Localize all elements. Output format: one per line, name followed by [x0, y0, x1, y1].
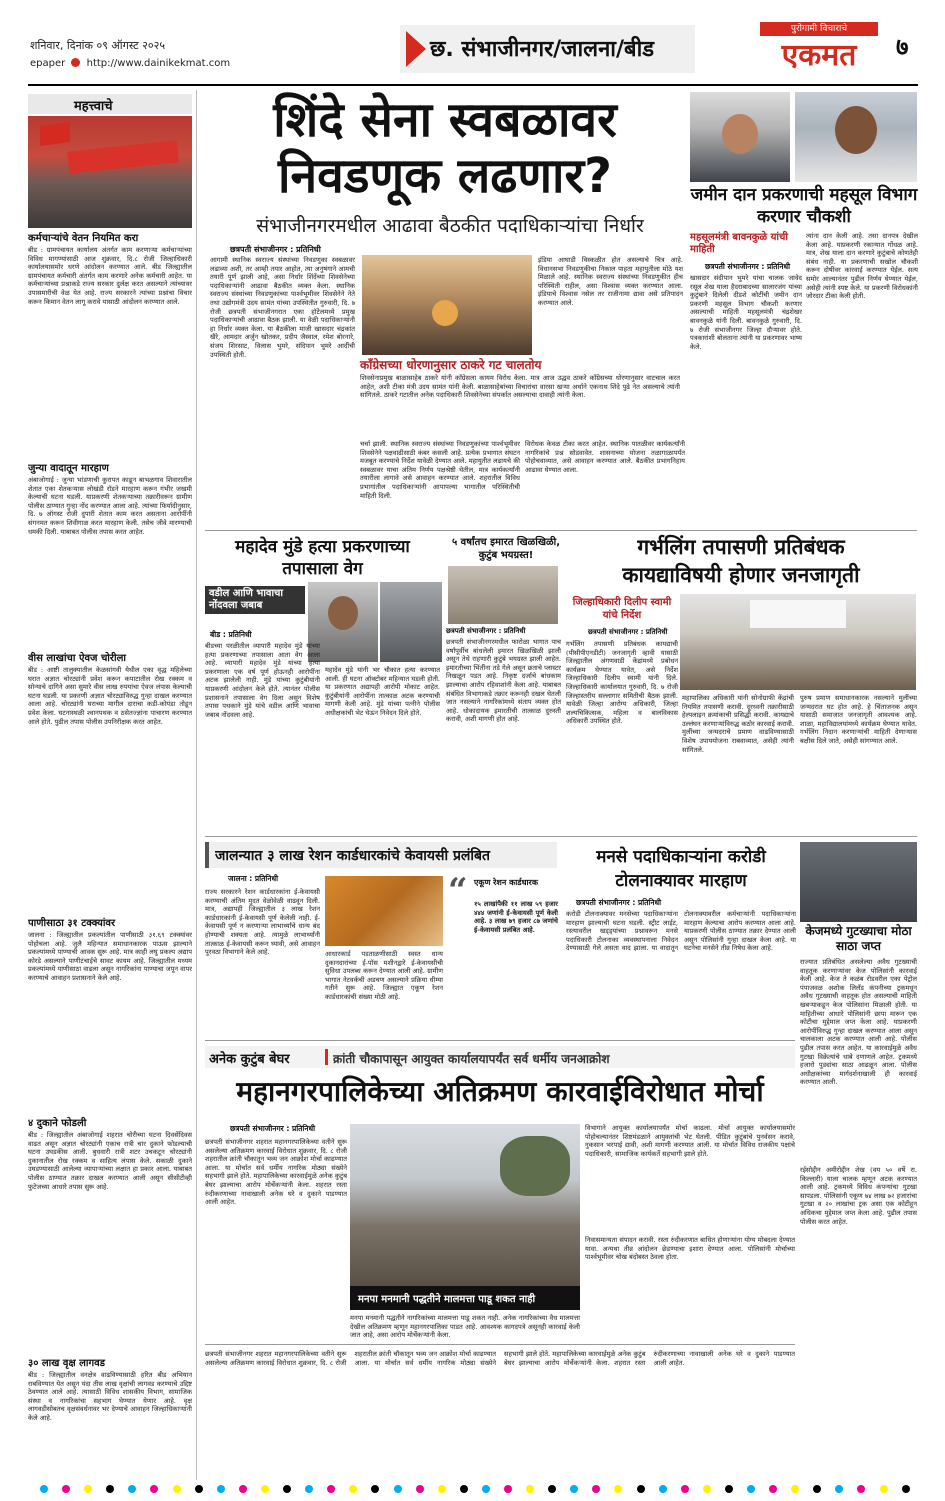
rule-1 — [205, 530, 917, 531]
ration-callout — [448, 871, 558, 1036]
registration-dot — [614, 1485, 622, 1493]
masthead — [760, 22, 878, 78]
bhumre-photo — [795, 92, 917, 182]
gutkha-headline: केजमध्ये गुटख्याचा मोठा साठा जप्त — [805, 924, 912, 953]
morcha-col1: छत्रपती संभाजीनगर शहरात महानगरपालिकेच्या वतीने सुरू असलेल्या अतिक्रमण कारवाई विरोधात शुक्रवार, दि. ८ रोजी शहरातील क्रांती चौकातून भव्य जन आक्रोश मोर्चा काढण्यात आला. या मोर्चात सर्व धर्मीय नागरिक मोठ्या संख्येने सहभागी झाले होते. महापालिकेच्या कारवाईमुळे अनेक कुटुंब बेघर झाल्याचा आरोप मोर्चेकऱ्यांनी केला. शहरात रस्ता रुंदीकरणाच्या नावाखाली अनेक घरे व दुकाने पाडण्यात आली आहेत. — [205, 1138, 347, 1207]
sidebar-item-body: अंबाजोगाई : जुन्या भांडणाची कुरापत काढून बाभळगाव शिवारातील शेतात एका शेतकऱ्यास लोखंडी रॉडने मारहाण करून गंभीर जखमी केल्याची घटना घडली. याप्रकरणी शेतकऱ्याच्या तक्रारीवरून ग्रामीण पोलीस ठाण्यात गुन्हा नोंद करण्यात आला आहे. त्यांच्या फिर्यादीनुसार, दि. ७ ऑगस्ट रोजी दुपारी शेतात काम करत असताना आरोपींनी संगनमत करून शिवीगाळ करत मारहाण केली. तसेच जीवे मारण्याची धमकी दिली. याबाबत पोलीस तपास करत आहेत. — [28, 476, 192, 536]
munde-col2: महादेव मुंडे यांनी भर चौकात हत्या करण्यात आली. ही घटना ऑक्टोबर महिन्यात घडली होती. या प्रकरणात अद्यापही आरोपी मोकाट आहेत. कुटुंबीयांनी आरोपींना तात्काळ अटक करण्याची मागणी केली आहे. मुंडे यांच्या पत्नीने पोलीस अधीक्षकांची भेट घेऊन निवेदन दिले होते. — [325, 666, 440, 717]
registration-dot — [902, 1485, 910, 1493]
ration-col2: आधारकार्ड पडताळणीसाठी स्वस्त धान्य दुकानदारांच्या ई-पॉस मशीनद्वारे ई-केवायसीची सुविधा उपलब्ध करून देण्यात आली आहे. ग्रामीण भागात नेटवर्कची अडचण असल्याने प्रक्रिया धीम्या गतीने सुरू आहे. जिल्ह्यात एकूण रेशन कार्डधारकांची संख्या मोठी आहे. — [325, 950, 443, 1001]
land-col2: त्यांना दान केली आहे. तसा दानपत्र देखील केला आहे. याप्रकरणी रकान्यात गोंधळ आहे. मात्र, शेख याला दान करणारे कुटुंबाचे कोणतेही संबंध नाही. या प्रकरणाची सखोल चौकशी करून दोषींवर कारवाई करण्यात येईल. सत्य समोर आल्यानंतर पुढील निर्णय घेण्यात येईल, असेही त्यांनी स्पष्ट केले. या प्रकरणी विरोधकांनी जोरदार टीका केली होती. — [806, 232, 918, 301]
registration-dot — [173, 1485, 181, 1493]
banner-cloth — [67, 140, 179, 173]
sidebar-item-title: कर्मचाऱ्यांचे वेतन नियमित करा — [28, 233, 139, 244]
morcha-bottom-text: छत्रपती संभाजीनगर शहरात महानगरपालिकेच्या वतीने सुरू असलेल्या अतिक्रमण कारवाई विरोधात शुक्रवार, दि. ८ रोजी शहरातील क्रांती चौकातून भव्य जन आक्रोश मोर्चा काढण्यात आला. या मोर्चात सर्व धर्मीय नागरिक मोठ्या संख्येने सहभागी झाले होते. महापालिकेच्या कारवाईमुळे अनेक कुटुंब बेघर झाल्याचा आरोप मोर्चेकऱ्यांनी केला. शहरात रस्ता रुंदीकरणाच्या नावाखाली अनेक घरे व दुकाने पाडण्यात आली आहेत. — [205, 1350, 795, 1367]
print-registration-bar — [40, 1484, 910, 1494]
pcpndt-col1: गर्भलिंग तपासणी प्रतिबंधक कायद्याची (पीसीपीएनडीटी) जनजागृती व्हावी यासाठी जिल्ह्यातील अंगणवाडी केंद्रांमध्ये प्रबोधन कार्यक्रम घेण्यात यावेत, असे निर्देश जिल्हाधिकारी दिलीप स्वामी यांनी दिले. जिल्हाधिकारी कार्यालयात गुरुवारी, दि. ७ रोजी जिल्हास्तरीय सल्लागार समितीची बैठक झाली. यावेळी जिल्हा आरोग्य अधिकारी, जिल्हा शल्यचिकित्सक, महिला व बालविकास अधिकारी उपस्थित होते. — [566, 640, 678, 726]
ration-headline: जालन्यात ३ लाख रेशन कार्डधारकांचे केवायसी प्रलंबित — [215, 848, 490, 864]
banner-divider — [325, 1049, 328, 1065]
registration-dot — [791, 1485, 799, 1493]
mns-headline-1: मनसे पदाधिकाऱ्यांना करोडी — [596, 847, 766, 867]
registration-dot — [150, 1485, 158, 1493]
lead-col3: विरोधक केवळ टीका करत आहेत. स्थानिक पातळीवर कार्यकर्त्यांनी नागरिकांचे प्रश्न सोडवावेत. शासनाच्या योजना तळागाळापर्यंत पोहोचवाव्यात, असे आवाहन करण्यात आले. बैठकीत प्रभागनिहाय आढावा घेण्यात आला. — [525, 440, 685, 474]
registration-dot — [592, 1485, 600, 1493]
sidebar-item-title: ४ दुकाने फोडली — [28, 1118, 87, 1129]
morcha-byline: छत्रपती संभाजीनगर : प्रतिनिधी — [230, 1124, 316, 1133]
registration-dot — [195, 1485, 203, 1493]
sidebar-item-title: जुन्या वादातून मारहाण — [28, 463, 109, 474]
registration-dot — [62, 1485, 70, 1493]
registration-dot — [703, 1485, 711, 1493]
lead-subhead: संभाजीनगरमधील आढावा बैठकीत पदाधिकाऱ्यांचा निर्धार — [256, 215, 644, 237]
sidebar-divider — [196, 90, 197, 1480]
brand-logo: एकमत — [781, 38, 857, 73]
ration-byline: जालना : प्रतिनिधी — [228, 874, 279, 883]
lead-col1: आगामी स्थानिक स्वराज्य संस्थांच्या निवडणुका स्वबळावर लढाव्या अशी, तर आम्ही तयार आहोत, त्या अनुषंगाने आमची तयारी पूर्ण झाली आहे, असा निर्धार शिंदेंच्या शिवसेनेच्या पदाधिकाऱ्यांनी आढावा बैठकीत व्यक्त केला. स्थानिक स्वराज्य संस्थांच्या निवडणुकांच्या पार्श्वभूमीवर शिवसेनेने नेते तथा उद्योगमंत्री उदय सामंत यांच्या उपस्थितीत गुरुवारी, दि. ७ रोजी छत्रपती संभाजीनगरात एका हॉटेलमध्ये प्रमुख पदाधिकाऱ्यांची आढावा बैठक झाली. या वेळी पदाधिकाऱ्यांनी हा निर्धार व्यक्त केला. या बैठकीला माजी खासदार चंद्रकांत खैरे, आमदार अर्जुन खोतकर, प्रदीप जैस्वाल, रमेश बोरनारे, संजय शिरसाट, विलास भुमरे, संदिपान भुमरे आदींची उपस्थिती होती. — [210, 256, 355, 359]
rule-4 — [205, 1344, 795, 1345]
registration-dot — [349, 1485, 357, 1493]
registration-dot — [548, 1485, 556, 1493]
sidebar-list — [28, 232, 192, 1482]
rule-2 — [205, 836, 917, 837]
munde-byline: बीड : प्रतिनिधी — [210, 630, 252, 639]
registration-dot — [857, 1485, 865, 1493]
registration-dot — [40, 1485, 48, 1493]
building-body: छत्रपती संभाजीनगरमधील फारोळा भागात पाच वर्षांपूर्वीच बांधलेली इमारत खिळखिळी झाली असून तेथे राहणारी कुटुंबे भयग्रस्त झाली आहेत. इमारतीच्या भिंतींना तडे गेले असून छताचे प्लास्टर निखळून पडत आहे. निकृष्ट दर्जाचे बांधकाम झाल्याचा आरोप रहिवाशांनी केला आहे. याबाबत संबंधित विभागाकडे तक्रार करूनही दखल घेतली जात नसल्याने नागरिकांमध्ये संताप व्यक्त होत आहे. धोकादायक इमारतीची तात्काळ दुरुस्ती करावी, अशी मागणी होत आहे. — [446, 638, 561, 724]
registration-dot — [526, 1485, 534, 1493]
pcpndt-headline-2: कायद्याविषयी होणार जनजागृती — [622, 563, 860, 587]
pcpndt-headline-1: गर्भलिंग तपासणी प्रतिबंधक — [637, 535, 845, 559]
pcpndt-col2: महापालिका अधिकारी यांनी सोनोग्राफी केंद्रांची नियमित तपासणी करावी. दूरध्वनी तक्रारीसाठी हेल्पलाइन क्रमांकाची प्रसिद्धी करावी. कायद्याचे उल्लंघन करणाऱ्यांविरुद्ध कठोर कारवाई करावी. मुलींच्या जन्मदराचे प्रमाण वाढविण्यासाठी विशेष उपाययोजना राबवाव्यात, असेही त्यांनी सांगितले. — [682, 694, 794, 754]
registration-dot — [217, 1485, 225, 1493]
registration-dot — [747, 1485, 755, 1493]
registration-dot — [305, 1485, 313, 1493]
pcpndt-col3: पुरुष प्रमाण समाधानकारक नसल्याने मुलींच्या जन्मदरात घट होत आहे. हे चिंताजनक असून यासाठी समाजात जनजागृती आवश्यक आहे. शाळा, महाविद्यालयांमध्ये कार्यक्रम घेण्यात यावेत. गर्भलिंग निदान करणाऱ्यांची माहिती देणाऱ्यास बक्षीस दिले जाते, असेही सांगण्यात आले. — [800, 694, 917, 745]
gutkha-body: राज्यात प्रतिबंधित असलेल्या अवैध गुटख्याची वाहतूक करणाऱ्यांवर केज पोलिसांनी कारवाई केली आहे. केज ते कळंब रोडवरील एका पेट्रोल पंपाजवळ अशोक लिलँड कंपनीच्या ट्रकमधून अवैध गुटख्याची वाहतूक होत असल्याची माहिती खबऱ्याकडून केज पोलिसांना मिळाली होती. या माहितीच्या आधारे पोलिसांनी छापा मारून एक कोटीचा मुद्देमाल जप्त केला आहे. याप्रकरणी आरोपींविरुद्ध गुन्हा दाखल करण्यात आला असून चालकाला अटक करण्यात आली आहे. पोलीस पुढील तपास करत आहेत. या कारवाईमुळे अवैध गुटखा विक्रेत्यांचे धाबे दणाणले आहेत. ट्रकमध्ये हजारो पुड्यांचा साठा आढळून आला. पोलीस अधीक्षकांच्या मार्गदर्शनाखाली ही कारवाई करण्यात आली. — [800, 958, 917, 1087]
epaper-line — [30, 58, 230, 69]
police-photo — [380, 582, 442, 662]
sidebar-item-body: जालना : जिल्ह्यातील प्रकल्पांतील पाणीसाठी ३१.६९ टक्क्यांवर पोहोचला आहे. जुलै महिन्यात समाधानकारक पाऊस झाल्याने प्रकल्पांमध्ये पाण्याची आवक सुरू आहे. मात्र काही लघु प्रकल्प अद्याप कोरडे असल्याने पाणीटंचाईचे सावट कायम आहे. जिल्ह्यातील मध्यम प्रकल्पांमध्ये पाणीसाठा वाढला असून नागरिकांना पाण्याचा जपून वापर करण्याचे आवाहन प्रशासनाने केले आहे. — [28, 931, 192, 982]
registration-dot — [482, 1485, 490, 1493]
ration-col1: राज्य सरकारने रेशन कार्डधारकांना ई-केवायसी करण्याची अंतिम मुदत वेळोवेळी वाढवून दिली. मात्र, अद्यापही जिल्ह्यातील ३ लाख रेशन कार्डधारकांनी ई-केवायसी पूर्ण केलेली नाही. ई-केवायसी पूर्ण न करणाऱ्या लाभार्थ्यांचे धान्य बंद होण्याची शक्यता आहे. त्यामुळे लाभार्थ्यांनी तात्काळ ई-केवायसी करून घ्यावी, असे आवाहन पुरवठा विभागाने केले आहे. — [205, 888, 320, 957]
collector-meeting-photo — [680, 594, 916, 690]
mns-headline-2: टोलनाक्यावर मारहाण — [615, 871, 747, 891]
registration-dot — [659, 1485, 667, 1493]
registration-dot — [327, 1485, 335, 1493]
portrait-face — [328, 596, 358, 630]
registration-dot — [261, 1485, 269, 1493]
lead-headline-1: शिंदे सेना स्वबळावर — [273, 92, 617, 148]
mns-byline: छत्रपती संभाजीनगर : प्रतिनिधी — [576, 898, 662, 907]
callout-title: एकूण रेशन कार्डधारक — [474, 878, 538, 887]
building-headline: ५ वर्षांतच इमारत खिळखिळी, कुटुंब भयग्रस्त! — [451, 537, 561, 561]
pcpndt-byline: छत्रपती संभाजीनगर : प्रतिनिधी — [588, 628, 668, 636]
header-rule — [28, 84, 918, 86]
edition-arrow-icon — [406, 31, 426, 67]
land-col1: खासदार संदीपान भुमरे यांचा चालक जावेद रसूल शेख याला हैदराबादच्या सालारजंग यांच्या कुटुंबाने दिलेली दीडशे कोटींची जमीन दान प्रकरणी महसूल विभाग चौकशी करणार असल्याची माहिती महसूलमंत्री चंद्रशेखर बावनकुळे यांनी दिली. बावनकुळे गुरुवारी, दि. ७ रोजी संभाजीनगर जिल्हा दौऱ्यावर होते. पत्रकारांशी बोलताना त्यांनी या प्रकरणावर भाष्य केले. — [690, 274, 802, 351]
land-caption: महसूलमंत्री बावनकुळे यांची माहिती — [690, 232, 788, 255]
protest-photo — [28, 116, 192, 228]
edition-title: छ. संभाजीनगर/जालना/बीड — [430, 37, 655, 62]
sidebar-item-body: बीड : जिल्ह्यातील वनक्षेत्र वाढविण्यासाठी हरित बीड अभियान राबविण्यात येत असून यंदा तीस लाख वृक्षांची लागवड करण्याचे उद्दिष्ट ठेवण्यात आले आहे. त्यासाठी विविध शासकीय विभाग, सामाजिक संस्था व नागरिकांचा सहभाग घेण्यात येणार आहे. वृक्ष लागवडीसोबतच वृक्षसंवर्धनावर भर देण्याचे आवाहन जिल्हाधिकाऱ्यांनी केले आहे. — [28, 1371, 192, 1422]
tree-shape — [500, 1136, 570, 1196]
registration-dot — [394, 1485, 402, 1493]
munde-col1: बीडच्या परळीतील व्यापारी महादेव मुंडे यांच्या हत्या प्रकरणाच्या तपासाला आता वेग आला आहे. व्यापारी महादेव मुंडे यांच्या हत्या प्रकरणाला एक वर्ष पूर्ण होऊनही आरोपींना अटक झालेली नाही. मुंडे यांच्या कुटुंबीयांनी याप्रकरणी आंदोलन केले होते. त्यानंतर पोलीस प्रशासनाने तपासाला वेग दिला असून विशेष तपास पथकाने मुंडे यांचे वडील आणि भावाचा जबाब नोंदवला आहे. — [205, 642, 320, 719]
epaper-label: epaper — [30, 58, 66, 69]
registration-dot — [504, 1485, 512, 1493]
brand-tagline: पुरोगामी विचाराचे — [760, 22, 878, 36]
registration-dot — [371, 1485, 379, 1493]
munde-headline: महादेव मुंडे हत्या प्रकरणाच्या तपासाला वेग — [235, 537, 410, 579]
lead-meeting-photo — [362, 255, 532, 355]
registration-dot — [416, 1485, 424, 1493]
mns-body: करोडी टोलनाक्यावर मनसेच्या पदाधिकाऱ्यांना मारहाण झाल्याची घटना घडली. स्ट्रीट लाईट, रस्त्यावरील खड्ड्यांच्या प्रश्नावरून मनसे पदाधिकारी टोलनाका व्यवस्थापनाला निवेदन देण्यासाठी गेले असता वाद झाला. या वादातून टोलनाक्यावरील कर्मचाऱ्यांनी पदाधिकाऱ्यांना मारहाण केल्याचा आरोप करण्यात आला आहे. याप्रकरणी पोलीस ठाण्यात तक्रार देण्यात आली असून पोलिसांनी गुन्हा दाखल केला आहे. या घटनेचा मनसेने तीव्र निषेध केला आहे. — [566, 910, 796, 953]
morcha-col4: रईसोद्दीन अमीरोद्दीन शेख (वय ५० वर्षे रा. किल्लारी) याला चालक म्हणून अटक करण्यात आली आहे. ट्रकमध्ये विविध कंपन्यांचा गुटखा सापडला. पोलिसांनी एकूण ७४ लाख ७२ हजारांचा गुटखा व २० लाखांचा ट्रक असा एक कोटीहून अधिकचा मुद्देमाल जप्त केला आहे. पुढील तपास पोलीस करत आहेत. — [800, 1166, 917, 1226]
inset-caption: काँग्रेसच्या धोरणानुसार ठाकरे गट चालतोय — [360, 358, 542, 372]
banner-right: क्रांती चौकापासून आयुक्त कार्यालयापर्यंत सर्व धर्मीय जनआक्रोश — [333, 1052, 610, 1066]
land-byline: छत्रपती संभाजीनगर : प्रतिनिधी — [705, 262, 791, 271]
face-shape-2 — [835, 106, 877, 154]
registration-dot — [438, 1485, 446, 1493]
red-flag-icon — [40, 122, 70, 146]
morcha-banner — [205, 1046, 795, 1068]
photo-caption-bar — [350, 1286, 580, 1310]
ration-photo — [325, 876, 443, 946]
building-byline: छत्रपती संभाजीनगर : प्रतिनिधी — [446, 627, 526, 635]
ration-banner — [205, 842, 557, 868]
morcha-col3b: निवासमान्यता संपादन करावी. रस्ता रुंदीकरणात बाधित होणाऱ्यांना योग्य मोबदला देण्यात यावा. अन्यथा तीव्र आंदोलन छेडण्याचा इशारा देण्यात आला. पोलिसांनी मोर्चाच्या पार्श्वभूमीवर चोख बंदोबस्त ठेवला होता. — [585, 1236, 795, 1262]
lead-byline: छत्रपती संभाजीनगर : प्रतिनिधी — [230, 245, 321, 254]
lead-right-col: इंडिया आघाडी विस्कळीत होत असल्याचे चित्र आहे. विधानसभा निवडणुकीचा निकाल पाहता महायुतीला मोठे यश मिळाले आहे. स्थानिक स्वराज्य संस्थांच्या निवडणुकीत हीच परिस्थिती राहील, असा विश्वास व्यक्त करण्यात आला. इंडियाचे विश्वास नसेल तर राजीनामा द्यावा असे प्रतिपादन करण्यात आले. — [538, 256, 683, 307]
morcha-headline: महानगरपालिकेच्या अतिक्रमण कारवाईविरोधात मोर्चा — [236, 1075, 764, 1108]
banner-left: अनेक कुटुंब बेघर — [209, 1052, 290, 1067]
registration-dot — [128, 1485, 136, 1493]
registration-dot — [460, 1485, 468, 1493]
sidebar-label — [28, 94, 192, 114]
gutkha-photo — [800, 842, 917, 922]
bouquet-shape — [432, 300, 458, 326]
registration-dot — [769, 1485, 777, 1493]
page-number: ७ — [896, 33, 909, 61]
morcha-photo-caption: मनपा मनमानी पद्धतीने मालमत्ता पाडू शकत नाही — [358, 1294, 536, 1305]
registration-dot — [813, 1485, 821, 1493]
pcpndt-subhead: जिल्हाधिकारी दिलीप स्वामी यांचे निर्देश — [572, 597, 672, 621]
lead-headline-2: निवडणूक लढणार? — [278, 148, 612, 204]
registration-dot — [725, 1485, 733, 1493]
bawankule-photo — [690, 92, 790, 182]
inset-body: शिवसेनाप्रमुख बाळासाहेब ठाकरे यांनी काँग्रेसला कायम विरोध केला. मात्र आज उद्धव ठाकरे काँग्रेसच्या धोरणानुसार वाटचाल करत आहेत, अशी टीका मंत्री उदय सामंत यांनी केली. बाळासाहेबांच्या विचारांचा वारसा खऱ्या अर्थाने एकनाथ शिंदे पुढे नेत असल्याचे त्यांनी सांगितले. ठाकरे गटातील अनेक पदाधिकारी शिवसेनेच्या संपर्कात असल्याचा दावाही त्यांनी केला. — [360, 374, 680, 400]
registration-dot — [106, 1485, 114, 1493]
building-photo — [448, 566, 558, 624]
munde-subhead: वडील आणि भावाचा नोंदवला जबाब — [205, 586, 305, 614]
quote-icon: “ — [448, 871, 468, 911]
website-link[interactable]: http://www.dainikekmat.com — [86, 58, 231, 69]
callout-body: १५ लाखांपैकी ११ लाख ५९ हजार ४४४ जणांनी ई-केवायसी पूर्ण केली आहे. ३ लाख ७९ हजार ८७ जणांचे ई-केवायसी प्रलंबित आहे. — [474, 900, 558, 934]
sidebar-item-body: बीड : ग्रामपंचायत कार्यालय अंतर्गत काम करणाऱ्या कर्मचाऱ्यांच्या विविध मागण्यांसाठी आज शुक्रवार, दि.८ रोजी जिल्हाधिकारी कार्यालयासमोर धरणे आंदोलन करण्यात आले. बीड जिल्ह्यातील ग्रामपंचायत कर्मचारी अंतर्गत काम करणारे अनेक कर्मचारी आहेत. या कर्मचाऱ्यांच्या प्रश्नाकडे राज्य सरकार दुर्लक्ष करत असल्याने त्यांच्यावर उपासमारीची वेळ येत आहे. राज्य सरकारने त्यांच्या प्रश्नांचा विचार करून किमान वेतन लागू करावे यासाठी आंदोलन करण्यात आले. — [28, 246, 192, 306]
edition-banner — [400, 25, 695, 73]
registration-dot — [84, 1485, 92, 1493]
rule-3 — [205, 1040, 795, 1041]
registration-dot — [283, 1485, 291, 1493]
sidebar-label-text: महत्त्वाचे — [74, 99, 113, 114]
morcha-col3: विभागाने आयुक्त कार्यालयापर्यंत मोर्चा काढला. मोर्चा आयुक्त कार्यालयासमोर पोहोचल्यानंतर शिष्टमंडळाने आयुक्तांची भेट घेतली. पीडित कुटुंबांचे पुनर्वसन करावे, नुकसान भरपाई द्यावी, अशी मागणी करण्यात आली. या मोर्चात विविध राजकीय पक्षांचे पदाधिकारी, सामाजिक कार्यकर्ते सहभागी झाले होते. — [585, 1124, 795, 1158]
registration-dot — [570, 1485, 578, 1493]
header-date: शनिवार, दिनांक ०९ ऑगस्ट २०२५ — [30, 39, 166, 52]
registration-dot — [239, 1485, 247, 1493]
sidebar-item-title: ३० लाख वृक्ष लागवड — [28, 1358, 106, 1369]
meeting-screen — [750, 600, 846, 628]
registration-dot — [835, 1485, 843, 1493]
globe-icon — [71, 58, 80, 67]
page-header — [0, 0, 945, 88]
sidebar-item-title: पाणीसाठा ३१ टक्क्यांवर — [28, 918, 116, 929]
registration-dot — [637, 1485, 645, 1493]
land-headline: जमीन दान प्रकरणाची महसूल विभाग करणार चौकशी — [690, 185, 918, 227]
registration-dot — [880, 1485, 888, 1493]
registration-dot — [681, 1485, 689, 1493]
morcha-caption-body: मनपा मनमानी पद्धतीने नागरिकांच्या मालमत्ता पाडू शकत नाही. अनेक नागरिकांच्या वैध मालमत्ता देखील अतिक्रमण म्हणून महानगरपालिका पाडत आहे. आवश्यक कागदपत्रे असूनही कारवाई केली जात आहे, असा आरोप मोर्चेकऱ्यांनी केला. — [350, 1314, 580, 1340]
sidebar-item-body: बीड : आष्टी तालुक्यातील केळसांगवी येथील एका वृद्ध महिलेच्या घरात अज्ञात चोरट्यांनी प्रवेश करून कपाटातील रोख रक्कम व सोन्याचे दागिने असा सुमारे वीस लाख रुपयांचा ऐवज लंपास केल्याची घटना घडली. या प्रकरणी अज्ञात चोरट्यांविरुद्ध गुन्हा दाखल करण्यात आला आहे. चोरट्यांनी घराच्या मागील दाराचा कडी-कोयंडा तोडून प्रवेश केला. घटनास्थळी श्वानपथक व ठसेतज्ज्ञांना पाचारण करण्यात आले होते. पुढील तपास पोलीस उपनिरीक्षक करत आहेत. — [28, 666, 192, 726]
sidebar-item-title: वीस लाखांचा ऐवज चोरीला — [28, 653, 126, 664]
face-shape — [722, 114, 758, 154]
sidebar-item-body: बीड : जिल्ह्यातील अंबाजोगाई शहरात चोरीच्या घटना दिवसेंदिवस वाढत असून अज्ञात चोरट्यांनी एकाच रात्री चार दुकाने फोडल्याची घटना उघडकीस आली. बुधवारी रात्री शटर उचकटून चोरट्यांनी दुकानातील रोख रक्कम व साहित्य लंपास केले. सकाळी दुकाने उघडण्यासाठी आलेल्या व्यापाऱ्यांच्या लक्षात हा प्रकार आला. याबाबत पोलीस ठाण्यात तक्रार दाखल करण्यात आली असून सीसीटीव्ही फुटेजच्या आधारे तपास सुरू आहे. — [28, 1131, 192, 1191]
lead-col2: चर्चा झाली. स्थानिक स्वराज्य संस्थांच्या निवडणुकांच्या पार्श्वभूमीवर शिवसेनेने पक्षवाढीसाठी कंबर कसली आहे. प्रत्येक प्रभागात संघटन मजबूत करण्याचे निर्देश यावेळी देण्यात आले. महायुतीत लढायचे की स्वबळावर याचा अंतिम निर्णय पक्षश्रेष्ठी घेतील, मात्र कार्यकर्त्यांनी तयारीला लागावे असे आवाहन करण्यात आले. शहरातील विविध प्रभागांतील पदाधिकाऱ्यांनी आपापल्या भागातील परिस्थितीची माहिती दिली. — [360, 440, 520, 500]
sidebar — [28, 88, 192, 1483]
morcha-crowd-photo — [350, 1124, 580, 1310]
